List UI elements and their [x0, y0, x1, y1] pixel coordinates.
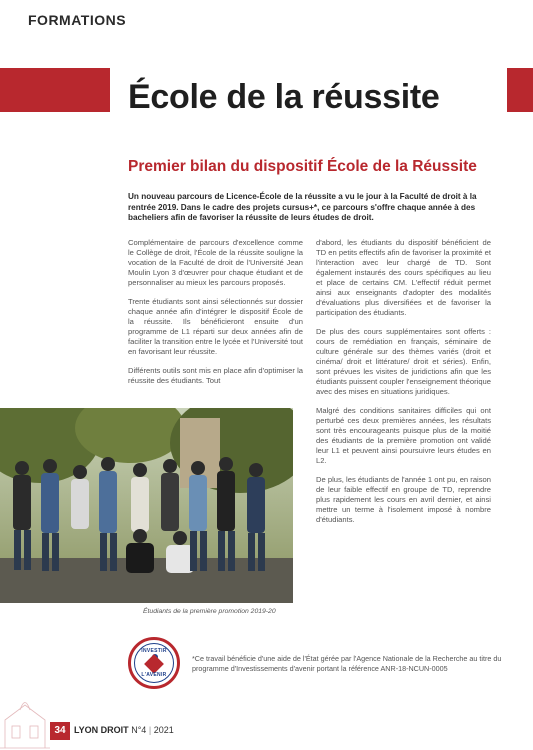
page-title: École de la réussite [128, 78, 440, 116]
body-paragraph: Complémentaire de parcours d'excellence comme le Collège de droit, l'École de la réussite souligne la vocation de la Faculté de droit de l'Université Jean Moulin Lyon 3 d'œuvrer pour chaque étudiant et de personnaliser au mieux les parcours proposés. [128, 238, 303, 287]
body-paragraph: d'abord, les étudiants du dispositif bénéficient de TD en petits effectifs afin de favoriser la proximité et l'interaction avec leur chargé de TD. Sont également instaurés des cours spécifiques au lieu et place de certains CM. L'effectif réduit permet ainsi aux enseignants d'adopter des modalités d'évaluations plus diversifiées et de favoriser la participation des étudiants. [316, 238, 491, 317]
accent-bar-right [507, 68, 533, 112]
logo-text-top: INVESTIR [141, 648, 167, 654]
body-paragraph: Malgré des conditions sanitaires difficiles qui ont perturbé ces deux premières années, les résultats sont très encourageants puisque plus de la moitié des étudiants de la première promotion ont validé leur L1 et peuvent ainsi poursuivre leurs études en L2. [316, 406, 491, 465]
page-number: 34 [50, 722, 70, 740]
building-sketch-decoration [0, 690, 50, 750]
magazine-name: LYON DROIT [74, 725, 129, 735]
photo-caption: Étudiants de la première promotion 2019-20 [143, 608, 276, 615]
lead-paragraph: Un nouveau parcours de Licence-École de la réussite a vu le jour à la Faculté de droit à la rentrée 2019. Dans le cadre des projets cursus+*, ce parcours s'offre chaque année à des bacheliers afin de favoriser la réussite de leurs études de droit. [128, 192, 477, 223]
group-photo [0, 408, 293, 603]
article-subtitle: Premier bilan du dispositif École de la Réussite [128, 158, 477, 175]
text-column-right [316, 238, 491, 534]
issue-number: N°4 [131, 725, 147, 735]
body-paragraph: De plus des cours supplémentaires sont offerts : cours de remédiation en français, séminaire de culture générale sur des thèmes variés (droit et cinéma/ droit et littérature/ droit et séries). Enfin, sont prévues les visites de juridictions afin que les étudiants puissent coupler l'enseignement théorique avec des mises en situations juridiques. [316, 327, 491, 396]
body-paragraph: Différents outils sont mis en place afin d'optimiser la réussite des étudiants. Tout [128, 366, 303, 385]
investir-avenir-logo [128, 637, 180, 689]
body-paragraph: De plus, les étudiants de l'année 1 ont pu, en raison de leur faible effectif en groupe de TD, reprendre plus rapidement les cours en avril dernier, et ainsi mettre un terme à l'isolement imposé à nombre d'étudiants. [316, 475, 491, 524]
magazine-footer [74, 725, 174, 735]
text-column-left [128, 238, 303, 395]
accent-bar-left [0, 68, 110, 112]
logo-text-bottom: L'AVENIR [141, 672, 167, 678]
issue-year: 2021 [153, 725, 174, 735]
funding-footnote: *Ce travail bénéficie d'une aide de l'État gérée par l'Agence Nationale de la Recherche au titre du programme d'Investissements d'avenir portant la référence ANR-18-NCUN-0005 [192, 654, 502, 673]
section-label: FORMATIONS [28, 12, 127, 28]
body-paragraph: Trente étudiants sont ainsi sélectionnés sur dossier chaque année afin d'intégrer le dispositif École de la réussite. Ils bénéficieront ensuite d'un programme de L1 réparti sur deux années afin de faciliter la transition entre le lycée et l'Université tout en favorisant leur réussite. [128, 297, 303, 356]
footer-separator: | [148, 725, 152, 735]
